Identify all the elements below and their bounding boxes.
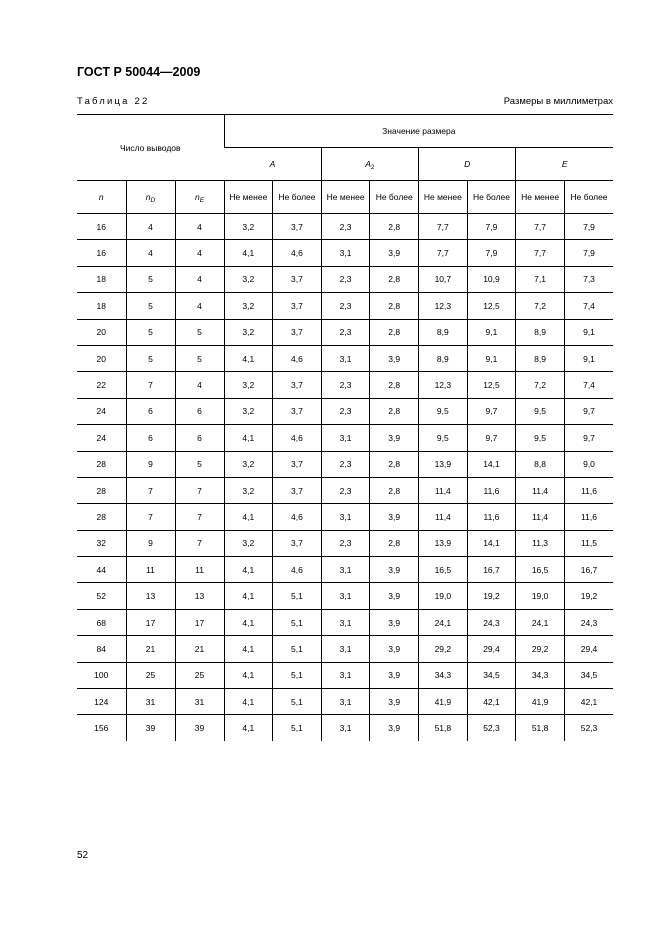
- cell-a2-max: 2,8: [370, 398, 419, 424]
- cell-ne: 4: [175, 214, 224, 240]
- cell-d-max: 19,2: [467, 583, 516, 609]
- cell-d-min: 9,5: [419, 398, 468, 424]
- cell-e-max: 7,9: [564, 240, 613, 266]
- col-header-e-max: Не более: [564, 181, 613, 214]
- units-note: Размеры в миллиметрах: [503, 96, 613, 107]
- table-row: [77, 583, 613, 609]
- cell-e-max: 42,1: [564, 689, 613, 715]
- cell-e-max: 11,5: [564, 530, 613, 556]
- cell-a2-min: 2,3: [321, 477, 370, 503]
- table-row: [77, 477, 613, 503]
- cell-e-min: 9,5: [516, 398, 565, 424]
- cell-n: 22: [77, 372, 126, 398]
- cell-ne: 11: [175, 557, 224, 583]
- cell-a-max: 5,1: [273, 715, 322, 741]
- cell-n: 16: [77, 240, 126, 266]
- cell-ne: 6: [175, 425, 224, 451]
- cell-e-min: 8,9: [516, 319, 565, 345]
- cell-a-max: 4,6: [273, 425, 322, 451]
- cell-ne: 6: [175, 398, 224, 424]
- cell-n: 28: [77, 504, 126, 530]
- cell-d-min: 12,3: [419, 293, 468, 319]
- cell-n: 100: [77, 662, 126, 688]
- cell-a2-max: 2,8: [370, 530, 419, 556]
- cell-a-max: 4,6: [273, 504, 322, 530]
- table-row: [77, 319, 613, 345]
- cell-ne: 4: [175, 240, 224, 266]
- cell-a2-max: 3,9: [370, 689, 419, 715]
- cell-d-max: 11,6: [467, 477, 516, 503]
- cell-n: 44: [77, 557, 126, 583]
- cell-a2-max: 2,8: [370, 477, 419, 503]
- cell-a2-min: 3,1: [321, 689, 370, 715]
- cell-a-min: 3,2: [224, 451, 273, 477]
- cell-a-min: 4,1: [224, 557, 273, 583]
- cell-a-max: 5,1: [273, 636, 322, 662]
- cell-e-max: 9,7: [564, 425, 613, 451]
- cell-d-max: 24,3: [467, 609, 516, 635]
- cell-d-max: 12,5: [467, 293, 516, 319]
- col-header-d-max: Не более: [467, 181, 516, 214]
- cell-a2-min: 3,1: [321, 715, 370, 741]
- cell-d-max: 9,1: [467, 319, 516, 345]
- cell-a-max: 3,7: [273, 451, 322, 477]
- table-row: [77, 715, 613, 741]
- cell-n: 28: [77, 451, 126, 477]
- cell-e-max: 9,1: [564, 345, 613, 371]
- cell-ne: 25: [175, 662, 224, 688]
- cell-e-min: 19,0: [516, 583, 565, 609]
- table-row: [77, 530, 613, 556]
- table-row: [77, 372, 613, 398]
- cell-d-min: 41,9: [419, 689, 468, 715]
- cell-e-min: 9,5: [516, 425, 565, 451]
- col-header-nd: $n_D$: [126, 181, 175, 214]
- cell-a-max: 5,1: [273, 662, 322, 688]
- cell-e-min: 29,2: [516, 636, 565, 662]
- cell-a2-max: 3,9: [370, 583, 419, 609]
- cell-a-max: 3,7: [273, 319, 322, 345]
- cell-a2-min: 2,3: [321, 266, 370, 292]
- cell-a-min: 4,1: [224, 609, 273, 635]
- col-header-a2-min: Не менее: [321, 181, 370, 214]
- cell-a-min: 3,2: [224, 293, 273, 319]
- cell-a2-max: 3,9: [370, 240, 419, 266]
- cell-e-max: 11,6: [564, 477, 613, 503]
- cell-a-max: 4,6: [273, 557, 322, 583]
- dimensions-table: [77, 114, 613, 741]
- cell-nd: 39: [126, 715, 175, 741]
- cell-d-max: 9,1: [467, 345, 516, 371]
- cell-e-max: 7,4: [564, 372, 613, 398]
- size-value-group-header: Значение размера: [224, 115, 613, 148]
- cell-a2-min: 2,3: [321, 398, 370, 424]
- table-row: [77, 504, 613, 530]
- cell-a-min: 4,1: [224, 636, 273, 662]
- cell-d-max: 52,3: [467, 715, 516, 741]
- cell-n: 32: [77, 530, 126, 556]
- cell-nd: 11: [126, 557, 175, 583]
- table-row: [77, 214, 613, 240]
- cell-a-max: 5,1: [273, 609, 322, 635]
- cell-nd: 6: [126, 425, 175, 451]
- cell-a-max: 3,7: [273, 477, 322, 503]
- cell-e-min: 51,8: [516, 715, 565, 741]
- cell-a-max: 3,7: [273, 214, 322, 240]
- cell-n: 28: [77, 477, 126, 503]
- cell-d-min: 7,7: [419, 240, 468, 266]
- cell-e-max: 19,2: [564, 583, 613, 609]
- cell-a-max: 3,7: [273, 398, 322, 424]
- cell-e-max: 7,4: [564, 293, 613, 319]
- cell-nd: 5: [126, 293, 175, 319]
- cell-d-max: 34,5: [467, 662, 516, 688]
- cell-d-max: 10,9: [467, 266, 516, 292]
- cell-e-min: 7,7: [516, 240, 565, 266]
- cell-a-min: 4,1: [224, 240, 273, 266]
- table-row: [77, 293, 613, 319]
- cell-d-min: 51,8: [419, 715, 468, 741]
- cell-a-max: 5,1: [273, 689, 322, 715]
- cell-e-min: 8,9: [516, 345, 565, 371]
- cell-e-max: 16,7: [564, 557, 613, 583]
- cell-d-min: 24,1: [419, 609, 468, 635]
- cell-a2-max: 3,9: [370, 425, 419, 451]
- cell-d-min: 16,5: [419, 557, 468, 583]
- cell-d-min: 11,4: [419, 504, 468, 530]
- page-number: 52: [77, 850, 89, 861]
- cell-a-max: 3,7: [273, 266, 322, 292]
- cell-nd: 4: [126, 240, 175, 266]
- cell-a2-max: 3,9: [370, 636, 419, 662]
- table-row: [77, 636, 613, 662]
- cell-e-min: 11,3: [516, 530, 565, 556]
- cell-a2-min: 2,3: [321, 451, 370, 477]
- cell-a2-min: 3,1: [321, 240, 370, 266]
- cell-e-min: 7,2: [516, 372, 565, 398]
- cell-a-min: 3,2: [224, 477, 273, 503]
- cell-d-min: 10,7: [419, 266, 468, 292]
- cell-a-min: 3,2: [224, 398, 273, 424]
- cell-e-min: 11,4: [516, 504, 565, 530]
- dim-header-e: E: [516, 148, 613, 181]
- cell-d-min: 7,7: [419, 214, 468, 240]
- cell-nd: 7: [126, 504, 175, 530]
- cell-a2-max: 2,8: [370, 214, 419, 240]
- dim-header-a: A: [224, 148, 321, 181]
- cell-a2-min: 3,1: [321, 504, 370, 530]
- cell-ne: 13: [175, 583, 224, 609]
- cell-a-max: 3,7: [273, 530, 322, 556]
- cell-a-max: 4,6: [273, 240, 322, 266]
- cell-e-max: 34,5: [564, 662, 613, 688]
- cell-d-max: 42,1: [467, 689, 516, 715]
- cell-a2-min: 2,3: [321, 372, 370, 398]
- cell-a-min: 4,1: [224, 662, 273, 688]
- cell-a2-max: 3,9: [370, 715, 419, 741]
- cell-ne: 5: [175, 345, 224, 371]
- cell-nd: 9: [126, 451, 175, 477]
- cell-d-max: 14,1: [467, 530, 516, 556]
- cell-a2-max: 2,8: [370, 266, 419, 292]
- cell-a-min: 3,2: [224, 530, 273, 556]
- dim-header-a2: $A_2$: [321, 148, 418, 181]
- cell-a2-min: 2,3: [321, 319, 370, 345]
- cell-d-min: 13,9: [419, 451, 468, 477]
- table-row: [77, 398, 613, 424]
- cell-d-max: 7,9: [467, 214, 516, 240]
- table-row: [77, 662, 613, 688]
- cell-a-max: 3,7: [273, 293, 322, 319]
- subheader-row: [77, 181, 613, 214]
- cell-ne: 7: [175, 504, 224, 530]
- cell-e-max: 29,4: [564, 636, 613, 662]
- cell-a2-min: 3,1: [321, 636, 370, 662]
- col-header-e-min: Не менее: [516, 181, 565, 214]
- cell-a-min: 3,2: [224, 319, 273, 345]
- cell-d-max: 7,9: [467, 240, 516, 266]
- table-row: [77, 451, 613, 477]
- cell-a2-max: 2,8: [370, 451, 419, 477]
- cell-a-min: 3,2: [224, 214, 273, 240]
- cell-e-min: 8,8: [516, 451, 565, 477]
- cell-e-max: 11,6: [564, 504, 613, 530]
- document-title: ГОСТ Р 50044—2009: [77, 65, 201, 79]
- cell-n: 156: [77, 715, 126, 741]
- cell-n: 18: [77, 266, 126, 292]
- cell-nd: 5: [126, 319, 175, 345]
- cell-nd: 7: [126, 372, 175, 398]
- table-label: Таблица 22: [77, 96, 150, 107]
- cell-d-max: 9,7: [467, 425, 516, 451]
- cell-a-min: 4,1: [224, 689, 273, 715]
- cell-e-min: 16,5: [516, 557, 565, 583]
- cell-n: 20: [77, 319, 126, 345]
- cell-a2-min: 3,1: [321, 662, 370, 688]
- cell-a2-min: 3,1: [321, 425, 370, 451]
- cell-d-min: 9,5: [419, 425, 468, 451]
- cell-e-min: 7,2: [516, 293, 565, 319]
- cell-d-min: 13,9: [419, 530, 468, 556]
- cell-e-max: 9,7: [564, 398, 613, 424]
- col-header-d-min: Не менее: [419, 181, 468, 214]
- cell-a2-min: 3,1: [321, 345, 370, 371]
- cell-nd: 21: [126, 636, 175, 662]
- cell-d-max: 16,7: [467, 557, 516, 583]
- cell-nd: 6: [126, 398, 175, 424]
- cell-n: 52: [77, 583, 126, 609]
- cell-e-max: 7,9: [564, 214, 613, 240]
- table-body: [77, 214, 613, 741]
- cell-ne: 7: [175, 530, 224, 556]
- cell-nd: 5: [126, 345, 175, 371]
- cell-ne: 17: [175, 609, 224, 635]
- cell-ne: 4: [175, 372, 224, 398]
- cell-a2-max: 3,9: [370, 504, 419, 530]
- cell-a-max: 5,1: [273, 583, 322, 609]
- cell-a2-min: 3,1: [321, 583, 370, 609]
- cell-ne: 5: [175, 319, 224, 345]
- cell-a-min: 4,1: [224, 583, 273, 609]
- cell-a2-min: 2,3: [321, 530, 370, 556]
- cell-nd: 25: [126, 662, 175, 688]
- cell-e-max: 24,3: [564, 609, 613, 635]
- cell-a2-max: 3,9: [370, 662, 419, 688]
- cell-a-min: 4,1: [224, 345, 273, 371]
- pin-count-group-header: Число выводов: [77, 115, 224, 181]
- cell-ne: 7: [175, 477, 224, 503]
- cell-nd: 7: [126, 477, 175, 503]
- cell-e-min: 11,4: [516, 477, 565, 503]
- cell-nd: 9: [126, 530, 175, 556]
- cell-a-min: 4,1: [224, 715, 273, 741]
- cell-ne: 5: [175, 451, 224, 477]
- dim-header-d: D: [419, 148, 516, 181]
- cell-ne: 39: [175, 715, 224, 741]
- cell-d-min: 8,9: [419, 319, 468, 345]
- cell-e-min: 41,9: [516, 689, 565, 715]
- cell-a-min: 4,1: [224, 425, 273, 451]
- cell-ne: 4: [175, 293, 224, 319]
- cell-d-min: 11,4: [419, 477, 468, 503]
- cell-nd: 31: [126, 689, 175, 715]
- cell-ne: 21: [175, 636, 224, 662]
- cell-a-max: 4,6: [273, 345, 322, 371]
- cell-d-max: 14,1: [467, 451, 516, 477]
- cell-nd: 4: [126, 214, 175, 240]
- col-header-a2-max: Не более: [370, 181, 419, 214]
- cell-d-min: 34,3: [419, 662, 468, 688]
- table-row: [77, 345, 613, 371]
- cell-a2-max: 2,8: [370, 319, 419, 345]
- cell-a2-min: 3,1: [321, 609, 370, 635]
- cell-a-max: 3,7: [273, 372, 322, 398]
- cell-nd: 17: [126, 609, 175, 635]
- cell-d-max: 11,6: [467, 504, 516, 530]
- cell-e-min: 7,7: [516, 214, 565, 240]
- cell-a2-max: 3,9: [370, 345, 419, 371]
- col-header-a-min: Не менее: [224, 181, 273, 214]
- cell-d-min: 8,9: [419, 345, 468, 371]
- col-header-n: n: [77, 181, 126, 214]
- cell-a-min: 3,2: [224, 372, 273, 398]
- cell-e-max: 52,3: [564, 715, 613, 741]
- cell-n: 18: [77, 293, 126, 319]
- col-header-a-max: Не более: [273, 181, 322, 214]
- cell-a2-max: 2,8: [370, 293, 419, 319]
- cell-e-max: 9,0: [564, 451, 613, 477]
- cell-ne: 31: [175, 689, 224, 715]
- table-row: [77, 557, 613, 583]
- cell-n: 68: [77, 609, 126, 635]
- cell-a2-max: 2,8: [370, 372, 419, 398]
- cell-a-min: 4,1: [224, 504, 273, 530]
- cell-ne: 4: [175, 266, 224, 292]
- cell-d-max: 12,5: [467, 372, 516, 398]
- cell-a2-max: 3,9: [370, 557, 419, 583]
- cell-n: 24: [77, 398, 126, 424]
- cell-e-max: 7,3: [564, 266, 613, 292]
- cell-d-min: 12,3: [419, 372, 468, 398]
- table-row: [77, 425, 613, 451]
- cell-d-min: 29,2: [419, 636, 468, 662]
- cell-e-min: 24,1: [516, 609, 565, 635]
- cell-d-max: 9,7: [467, 398, 516, 424]
- table-row: [77, 689, 613, 715]
- col-header-ne: $n_E$: [175, 181, 224, 214]
- cell-a-min: 3,2: [224, 266, 273, 292]
- cell-e-min: 34,3: [516, 662, 565, 688]
- table-row: [77, 240, 613, 266]
- cell-nd: 5: [126, 266, 175, 292]
- cell-d-min: 19,0: [419, 583, 468, 609]
- cell-n: 20: [77, 345, 126, 371]
- cell-a2-min: 3,1: [321, 557, 370, 583]
- table-row: [77, 609, 613, 635]
- cell-n: 124: [77, 689, 126, 715]
- cell-a2-max: 3,9: [370, 609, 419, 635]
- cell-d-max: 29,4: [467, 636, 516, 662]
- cell-n: 84: [77, 636, 126, 662]
- table-row: [77, 266, 613, 292]
- cell-nd: 13: [126, 583, 175, 609]
- cell-n: 16: [77, 214, 126, 240]
- cell-n: 24: [77, 425, 126, 451]
- cell-e-min: 7,1: [516, 266, 565, 292]
- cell-a2-min: 2,3: [321, 214, 370, 240]
- cell-a2-min: 2,3: [321, 293, 370, 319]
- cell-e-max: 9,1: [564, 319, 613, 345]
